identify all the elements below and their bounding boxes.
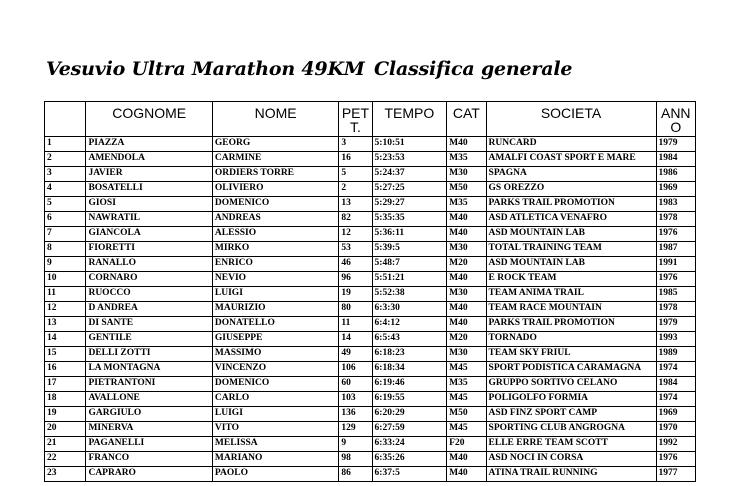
cell-year: 1974 — [656, 362, 695, 377]
cell-club: GRUPPO SORTIVO CELANO — [486, 377, 656, 392]
cell-year: 1983 — [656, 197, 695, 212]
cell-time: 5:36:11 — [372, 227, 447, 242]
table-row — [45, 377, 696, 392]
cell-year: 1976 — [656, 227, 695, 242]
cell-year: 1976 — [656, 272, 695, 287]
cell-position: 23 — [45, 467, 86, 482]
table-row — [45, 242, 696, 257]
cell-category: M40 — [447, 137, 486, 152]
header-year: ANN O — [656, 102, 695, 137]
cell-surname: BOSATELLI — [86, 182, 212, 197]
cell-name: DOMENICO — [212, 377, 338, 392]
cell-name: DONATELLO — [212, 317, 338, 332]
cell-club: ELLE ERRE TEAM SCOTT — [486, 437, 656, 452]
header-time: TEMPO — [372, 102, 447, 137]
cell-surname: GIANCOLA — [86, 227, 212, 242]
cell-club: SPAGNA — [486, 167, 656, 182]
table-row — [45, 302, 696, 317]
cell-surname: CAPRARO — [86, 467, 212, 482]
table-row — [45, 452, 696, 467]
cell-bib: 86 — [339, 467, 372, 482]
table-row — [45, 392, 696, 407]
cell-year: 1976 — [656, 452, 695, 467]
cell-name: MELISSA — [212, 437, 338, 452]
cell-bib: 3 — [339, 137, 372, 152]
cell-name: MAURIZIO — [212, 302, 338, 317]
cell-club: E ROCK TEAM — [486, 272, 656, 287]
cell-time: 5:29:27 — [372, 197, 447, 212]
cell-position: 10 — [45, 272, 86, 287]
cell-bib: 13 — [339, 197, 372, 212]
cell-bib: 82 — [339, 212, 372, 227]
table-row — [45, 227, 696, 242]
cell-name: LUIGI — [212, 407, 338, 422]
cell-bib: 16 — [339, 152, 372, 167]
cell-club: RUNCARD — [486, 137, 656, 152]
cell-club: ASD MOUNTAIN LAB — [486, 227, 656, 242]
cell-position: 19 — [45, 407, 86, 422]
cell-category: M40 — [447, 317, 486, 332]
cell-year: 1969 — [656, 182, 695, 197]
header-row — [45, 102, 696, 137]
cell-category: M35 — [447, 152, 486, 167]
cell-club: TEAM ANIMA TRAIL — [486, 287, 656, 302]
cell-bib: 136 — [339, 407, 372, 422]
cell-position: 13 — [45, 317, 86, 332]
table-row — [45, 317, 696, 332]
cell-club: PARKS TRAIL PROMOTION — [486, 317, 656, 332]
table-row — [45, 347, 696, 362]
cell-club: TEAM SKY FRIUL — [486, 347, 656, 362]
cell-name: VINCENZO — [212, 362, 338, 377]
cell-category: M40 — [447, 212, 486, 227]
results-body — [45, 137, 696, 482]
table-row — [45, 152, 696, 167]
cell-surname: JAVIER — [86, 167, 212, 182]
cell-name: DOMENICO — [212, 197, 338, 212]
cell-name: PAOLO — [212, 467, 338, 482]
cell-club: TORNADO — [486, 332, 656, 347]
cell-bib: 129 — [339, 422, 372, 437]
cell-bib: 12 — [339, 227, 372, 242]
cell-time: 5:48:7 — [372, 257, 447, 272]
table-row — [45, 362, 696, 377]
cell-bib: 5 — [339, 167, 372, 182]
header-position — [45, 102, 86, 137]
cell-time: 6:33:24 — [372, 437, 447, 452]
cell-club: ASD MOUNTAIN LAB — [486, 257, 656, 272]
cell-position: 14 — [45, 332, 86, 347]
cell-club: GS OREZZO — [486, 182, 656, 197]
cell-category: M30 — [447, 287, 486, 302]
cell-bib: 2 — [339, 182, 372, 197]
cell-time: 6:18:34 — [372, 362, 447, 377]
cell-club: ASD NOCI IN CORSA — [486, 452, 656, 467]
cell-bib: 106 — [339, 362, 372, 377]
cell-position: 8 — [45, 242, 86, 257]
cell-bib: 49 — [339, 347, 372, 362]
cell-name: ANDREAS — [212, 212, 338, 227]
cell-time: 6:35:26 — [372, 452, 447, 467]
cell-surname: LA MONTAGNA — [86, 362, 212, 377]
table-row — [45, 332, 696, 347]
cell-time: 5:10:51 — [372, 137, 447, 152]
cell-surname: RUOCCO — [86, 287, 212, 302]
cell-position: 21 — [45, 437, 86, 452]
cell-surname: CORNARO — [86, 272, 212, 287]
table-row — [45, 137, 696, 152]
cell-position: 11 — [45, 287, 86, 302]
table-row — [45, 422, 696, 437]
cell-time: 6:20:29 — [372, 407, 447, 422]
cell-club: SPORT PODISTICA CARAMAGNA — [486, 362, 656, 377]
cell-category: M20 — [447, 332, 486, 347]
cell-time: 6:18:23 — [372, 347, 447, 362]
cell-year: 1984 — [656, 152, 695, 167]
cell-category: M40 — [447, 467, 486, 482]
header-club: SOCIETA — [486, 102, 656, 137]
cell-bib: 98 — [339, 452, 372, 467]
header-bib: PET T. — [339, 102, 372, 137]
cell-club: POLIGOLFO FORMIA — [486, 392, 656, 407]
cell-position: 16 — [45, 362, 86, 377]
cell-name: CARMINE — [212, 152, 338, 167]
cell-bib: 53 — [339, 242, 372, 257]
cell-category: M30 — [447, 242, 486, 257]
cell-category: M40 — [447, 227, 486, 242]
cell-category: M45 — [447, 422, 486, 437]
cell-year: 1986 — [656, 167, 695, 182]
cell-category: M40 — [447, 302, 486, 317]
cell-club: TEAM RACE MOUNTAIN — [486, 302, 656, 317]
cell-year: 1984 — [656, 377, 695, 392]
cell-name: MARIANO — [212, 452, 338, 467]
cell-position: 7 — [45, 227, 86, 242]
cell-bib: 60 — [339, 377, 372, 392]
cell-surname: FIORETTI — [86, 242, 212, 257]
table-row — [45, 257, 696, 272]
header-surname: COGNOME — [86, 102, 212, 137]
cell-surname: PAGANELLI — [86, 437, 212, 452]
header-name: NOME — [212, 102, 338, 137]
cell-year: 1992 — [656, 437, 695, 452]
cell-name: NEVIO — [212, 272, 338, 287]
cell-name: MASSIMO — [212, 347, 338, 362]
cell-bib: 11 — [339, 317, 372, 332]
cell-category: M50 — [447, 182, 486, 197]
cell-bib: 103 — [339, 392, 372, 407]
cell-position: 15 — [45, 347, 86, 362]
table-row — [45, 437, 696, 452]
cell-year: 1979 — [656, 317, 695, 332]
results-table — [44, 101, 696, 482]
cell-year: 1977 — [656, 467, 695, 482]
cell-year: 1993 — [656, 332, 695, 347]
cell-surname: GIOSI — [86, 197, 212, 212]
cell-time: 5:27:25 — [372, 182, 447, 197]
cell-time: 6:19:55 — [372, 392, 447, 407]
cell-time: 5:52:38 — [372, 287, 447, 302]
cell-year: 1989 — [656, 347, 695, 362]
table-row — [45, 407, 696, 422]
cell-position: 1 — [45, 137, 86, 152]
cell-surname: D ANDREA — [86, 302, 212, 317]
cell-position: 5 — [45, 197, 86, 212]
table-row — [45, 467, 696, 482]
cell-time: 6:3:30 — [372, 302, 447, 317]
cell-name: GIUSEPPE — [212, 332, 338, 347]
cell-position: 6 — [45, 212, 86, 227]
cell-bib: 80 — [339, 302, 372, 317]
cell-time: 5:35:35 — [372, 212, 447, 227]
cell-category: M45 — [447, 362, 486, 377]
cell-position: 17 — [45, 377, 86, 392]
cell-category: M40 — [447, 452, 486, 467]
cell-name: ENRICO — [212, 257, 338, 272]
cell-position: 9 — [45, 257, 86, 272]
cell-surname: RANALLO — [86, 257, 212, 272]
cell-category: M30 — [447, 167, 486, 182]
results-subtitle: Classifica generale — [374, 58, 573, 80]
table-row — [45, 182, 696, 197]
header-category: CAT — [447, 102, 486, 137]
cell-year: 1969 — [656, 407, 695, 422]
table-row — [45, 212, 696, 227]
cell-time: 5:51:21 — [372, 272, 447, 287]
cell-time: 6:27:59 — [372, 422, 447, 437]
cell-bib: 19 — [339, 287, 372, 302]
table-row — [45, 167, 696, 182]
cell-position: 22 — [45, 452, 86, 467]
cell-time: 6:19:46 — [372, 377, 447, 392]
cell-year: 1974 — [656, 392, 695, 407]
cell-surname: AMENDOLA — [86, 152, 212, 167]
cell-name: GEORG — [212, 137, 338, 152]
cell-position: 20 — [45, 422, 86, 437]
cell-name: OLIVIERO — [212, 182, 338, 197]
cell-bib: 46 — [339, 257, 372, 272]
table-row — [45, 272, 696, 287]
cell-year: 1978 — [656, 302, 695, 317]
cell-year: 1991 — [656, 257, 695, 272]
cell-surname: DELLI ZOTTI — [86, 347, 212, 362]
cell-time: 6:4:12 — [372, 317, 447, 332]
cell-time: 6:37:5 — [372, 467, 447, 482]
cell-surname: AVALLONE — [86, 392, 212, 407]
cell-surname: GARGIULO — [86, 407, 212, 422]
cell-time: 5:24:37 — [372, 167, 447, 182]
cell-name: VITO — [212, 422, 338, 437]
cell-surname: PIETRANTONI — [86, 377, 212, 392]
cell-category: M30 — [447, 347, 486, 362]
cell-surname: PIAZZA — [86, 137, 212, 152]
cell-club: AMALFI COAST SPORT E MARE — [486, 152, 656, 167]
cell-year: 1978 — [656, 212, 695, 227]
table-row — [45, 197, 696, 212]
cell-surname: MINERVA — [86, 422, 212, 437]
table-row — [45, 287, 696, 302]
cell-surname: DI SANTE — [86, 317, 212, 332]
cell-category: M45 — [447, 392, 486, 407]
cell-name: LUIGI — [212, 287, 338, 302]
cell-club: ASD FINZ SPORT CAMP — [486, 407, 656, 422]
cell-time: 5:39:5 — [372, 242, 447, 257]
cell-category: M40 — [447, 272, 486, 287]
cell-year: 1970 — [656, 422, 695, 437]
cell-surname: FRANCO — [86, 452, 212, 467]
cell-name: CARLO — [212, 392, 338, 407]
cell-year: 1987 — [656, 242, 695, 257]
cell-club: SPORTING CLUB ANGROGNA — [486, 422, 656, 437]
document-title — [46, 58, 573, 86]
cell-category: M35 — [447, 377, 486, 392]
cell-name: ALESSIO — [212, 227, 338, 242]
cell-name: MIRKO — [212, 242, 338, 257]
cell-time: 6:5:43 — [372, 332, 447, 347]
cell-category: F20 — [447, 437, 486, 452]
cell-position: 2 — [45, 152, 86, 167]
race-title: Vesuvio Ultra Marathon 49KM — [46, 58, 365, 80]
cell-position: 3 — [45, 167, 86, 182]
cell-category: M20 — [447, 257, 486, 272]
cell-year: 1979 — [656, 137, 695, 152]
cell-position: 18 — [45, 392, 86, 407]
cell-position: 4 — [45, 182, 86, 197]
cell-club: TOTAL TRAINING TEAM — [486, 242, 656, 257]
cell-bib: 14 — [339, 332, 372, 347]
cell-category: M50 — [447, 407, 486, 422]
cell-surname: NAWRATIL — [86, 212, 212, 227]
cell-name: ORDIERS TORRE — [212, 167, 338, 182]
cell-position: 12 — [45, 302, 86, 317]
cell-time: 5:23:53 — [372, 152, 447, 167]
cell-category: M35 — [447, 197, 486, 212]
cell-bib: 9 — [339, 437, 372, 452]
cell-club: ASD ATLETICA VENAFRO — [486, 212, 656, 227]
cell-bib: 96 — [339, 272, 372, 287]
cell-club: ATINA TRAIL RUNNING — [486, 467, 656, 482]
cell-surname: GENTILE — [86, 332, 212, 347]
cell-club: PARKS TRAIL PROMOTION — [486, 197, 656, 212]
cell-year: 1985 — [656, 287, 695, 302]
